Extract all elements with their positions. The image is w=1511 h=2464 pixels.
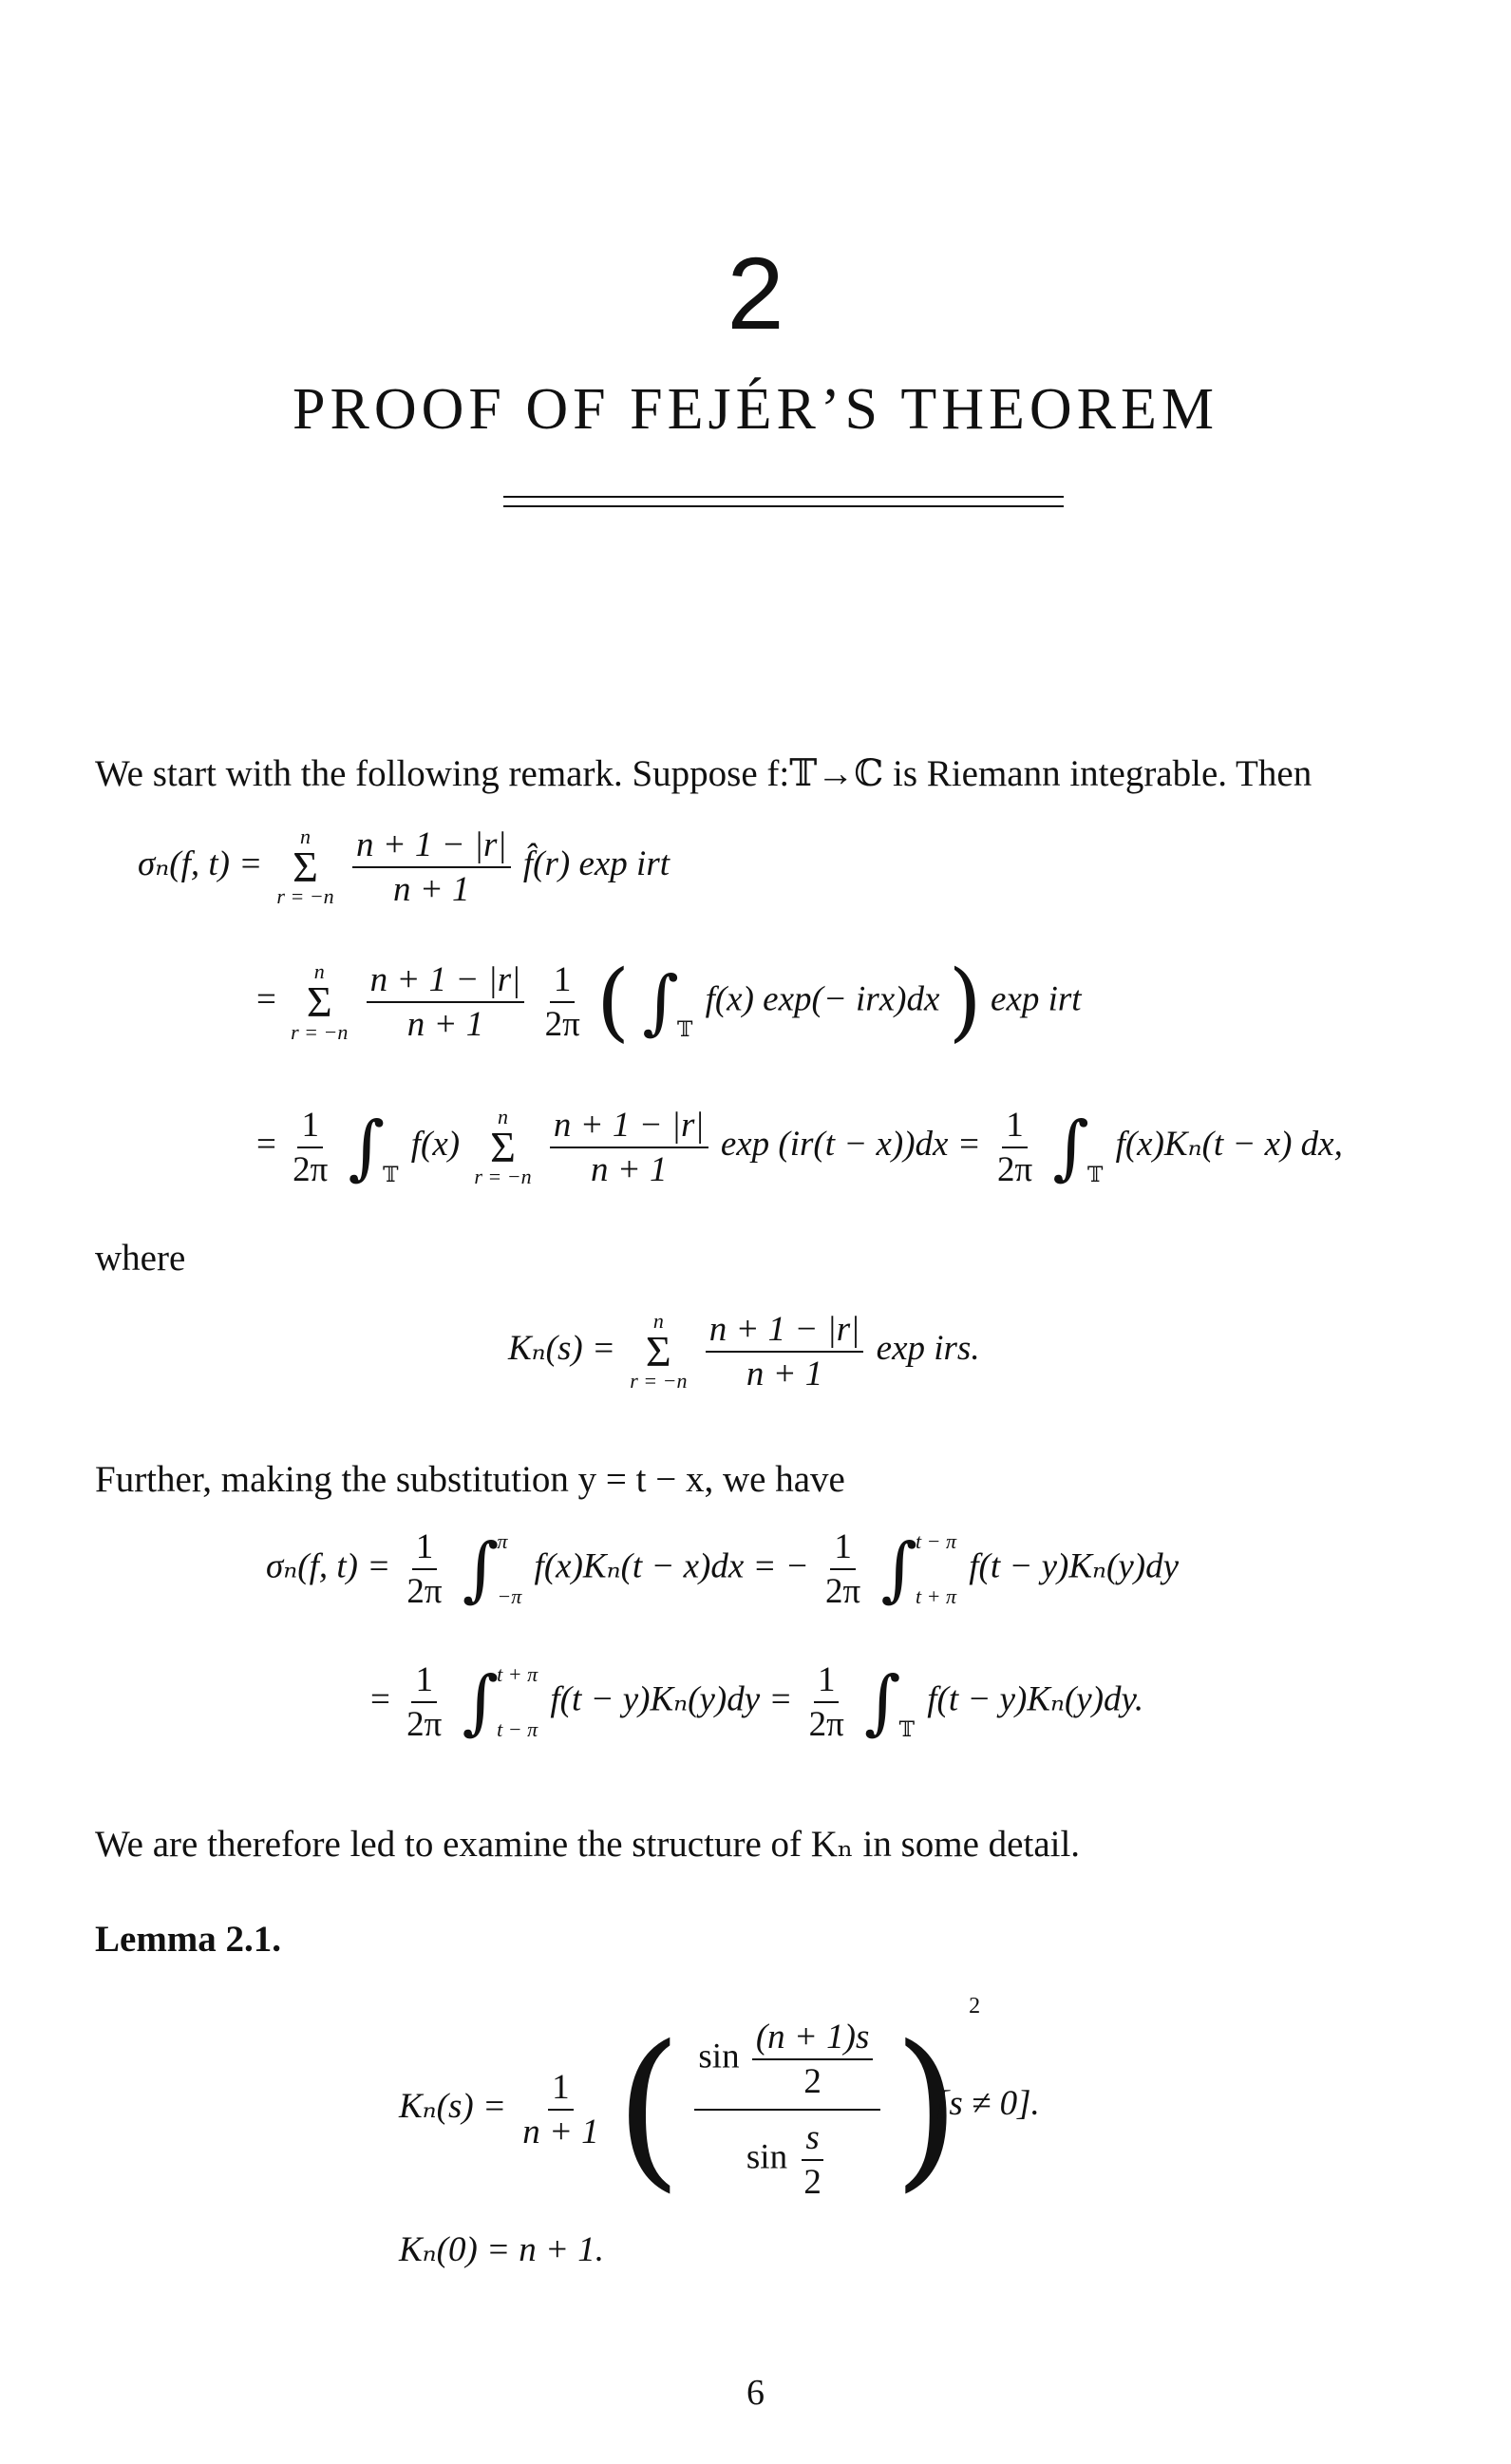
therefore-paragraph: We are therefore led to examine the structure of Kₙ in some detail. xyxy=(95,1824,1081,1865)
chapter-title: PROOF OF FEJÉR’S THEOREM xyxy=(293,377,1218,442)
equation-lemma-kernel: Kₙ(s) = $\frac{1}{n + 1}$ ( sin $\frac{(n + 1)s}{2}$ sin $\frac{s}{2}$ ) $^2$ xyxy=(399,1994,981,2208)
weight-fraction: $\frac{n + 1 - |r|}{n + 1}$ xyxy=(550,1108,708,1187)
equation-sigma-def xyxy=(138,826,670,907)
equation-substitution-2: = $\frac{1}{2\pi}$ ∫ t + π t − π f(t − y)Kₙ(y)dy = $\frac{1}{2\pi}$ ∫ 𝕋 f(t − y)Kₙ(y)dy. xyxy=(370,1660,1144,1744)
integral-over-torus: ∫ 𝕋 xyxy=(642,961,693,1043)
intro-paragraph: We start with the following remark. Suppose f:𝕋→ℂ is Riemann integrable. Then xyxy=(95,753,1313,794)
one-over-two-pi: $\frac{1}{2\pi}$ xyxy=(825,1527,861,1611)
sum-operator: n Σ r = −n xyxy=(630,1309,688,1393)
one-over-n-plus-one: $\frac{1}{n + 1}$ xyxy=(522,2067,599,2151)
integral-over-torus: ∫ 𝕋 xyxy=(1052,1106,1104,1188)
equation-kernel-def: Kₙ(s) = n Σ r = −n $\frac{n + 1 - |r|}{n + 1}$ exp irs. xyxy=(508,1309,980,1393)
sum-operator: n Σ r = −n xyxy=(474,1105,532,1189)
lemma-kernel-at-zero: Kₙ(0) = n + 1. xyxy=(399,2230,605,2269)
page-number: 6 xyxy=(746,2373,765,2413)
one-over-two-pi: $\frac{1}{2\pi}$ xyxy=(293,1105,329,1189)
where-text: where xyxy=(95,1238,186,1279)
title-rule-top xyxy=(503,496,1064,498)
one-over-two-pi: $\frac{1}{2\pi}$ xyxy=(808,1660,844,1744)
weight-fraction: $\frac{n + 1 - |r|}{n + 1}$ xyxy=(352,827,511,907)
equation-sigma-expanded: = n Σ r = −n $\frac{n + 1 - |r|}{n + 1}$ $\frac{1}{2\pi}$ ( ∫ 𝕋 f(x) exp(− irx)dx ) exp irt xyxy=(256,952,1082,1052)
lemma-label: Lemma 2.1. xyxy=(95,1919,282,1960)
integral-over-torus: ∫ 𝕋 xyxy=(348,1106,399,1188)
integral-t-minus-pi-to-t-plus-pi: ∫ t + π t − π xyxy=(462,1661,538,1743)
weight-fraction: $\frac{n + 1 - |r|}{n + 1}$ xyxy=(367,962,525,1042)
integral-t-plus-pi-to-t-minus-pi: ∫ t − π t + π xyxy=(880,1528,956,1610)
further-paragraph: Further, making the substitution y = t − x, we have xyxy=(95,1459,845,1500)
eq1-lhs: σₙ(f, t) = xyxy=(138,844,263,884)
one-over-two-pi: $\frac{1}{2\pi}$ xyxy=(544,960,580,1044)
equation-sigma-kernel: = $\frac{1}{2\pi}$ ∫ 𝕋 f(x) n Σ r = −n $\frac{n + 1 - |r|}{n + 1}$ exp (ir(t − x))dx = $\frac{1}{2\pi}$ ∫ 𝕋 f(x)Kₙ(t − x) dx, xyxy=(256,1105,1343,1189)
lemma-condition: [s ≠ 0]. xyxy=(935,2084,1040,2123)
integral-minus-pi-to-pi: ∫ π −π xyxy=(462,1528,522,1610)
chapter-number: 2 xyxy=(727,236,784,351)
sum-operator: n Σ r = −n xyxy=(291,959,349,1044)
title-rule-bottom xyxy=(503,505,1064,507)
one-over-two-pi: $\frac{1}{2\pi}$ xyxy=(406,1660,443,1744)
eq1-tail: f̂(r) exp irt xyxy=(522,844,670,884)
sine-ratio-fraction: sin $\frac{(n + 1)s}{2}$ sin $\frac{s}{2}$ xyxy=(694,2019,880,2200)
weight-fraction: $\frac{n + 1 - |r|}{n + 1}$ xyxy=(706,1312,864,1392)
equation-substitution-1: σₙ(f, t) = $\frac{1}{2\pi}$ ∫ π −π f(x)Kₙ(t − x)dx = − $\frac{1}{2\pi}$ ∫ t − π t + π f(t − y)Kₙ(y)dy xyxy=(266,1527,1179,1611)
one-over-two-pi: $\frac{1}{2\pi}$ xyxy=(996,1105,1033,1189)
sum-operator: n Σ r = −n xyxy=(276,824,334,909)
integral-over-torus: ∫ 𝕋 xyxy=(864,1661,915,1743)
one-over-two-pi: $\frac{1}{2\pi}$ xyxy=(406,1527,443,1611)
